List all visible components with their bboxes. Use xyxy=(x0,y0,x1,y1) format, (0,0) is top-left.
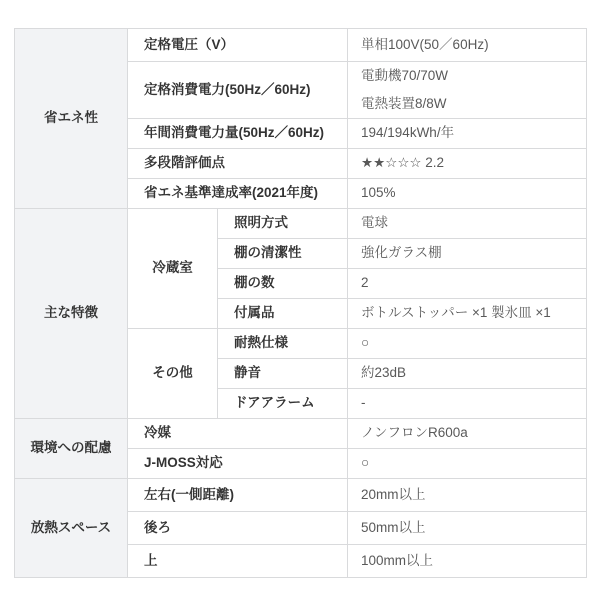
subcategory-fridge-room: 冷蔵室 xyxy=(128,209,218,329)
row-value-annual-consumption: 194/194kWh/年 xyxy=(348,119,587,149)
row-label-door-alarm: ドアアラーム xyxy=(218,389,348,419)
category-main-features: 主な特徴 xyxy=(15,209,128,419)
category-energy-saving: 省エネ性 xyxy=(15,29,128,209)
row-label-clearance-back: 後ろ xyxy=(128,512,348,545)
row-label-refrigerant: 冷媒 xyxy=(128,419,348,449)
rated-power-line-heater: 電熱装置8/8W xyxy=(361,95,447,111)
row-label-energy-standard: 省エネ基準達成率(2021年度) xyxy=(128,179,348,209)
row-value-clearance-back: 50mm以上 xyxy=(348,512,587,545)
spec-table xyxy=(14,28,587,578)
row-value-refrigerant: ノンフロンR600a xyxy=(348,419,587,449)
row-label-clearance-top: 上 xyxy=(128,545,348,578)
row-value-clearance-top: 100mm以上 xyxy=(348,545,587,578)
row-label-clearance-sides: 左右(一側距離) xyxy=(128,479,348,512)
row-label-rated-power: 定格消費電力(50Hz／60Hz) xyxy=(128,62,348,119)
row-value-lighting: 電球 xyxy=(348,209,587,239)
row-value-energy-standard: 105% xyxy=(348,179,587,209)
category-heat-clearance: 放熱スペース xyxy=(15,479,128,578)
subcategory-other: その他 xyxy=(128,329,218,419)
row-label-quietness: 静音 xyxy=(218,359,348,389)
row-value-heat-resistant: ○ xyxy=(348,329,587,359)
row-label-jmoss: J-MOSS対応 xyxy=(128,449,348,479)
category-environment: 環境への配慮 xyxy=(15,419,128,479)
row-label-lighting: 照明方式 xyxy=(218,209,348,239)
row-label-heat-resistant: 耐熱仕様 xyxy=(218,329,348,359)
row-value-rated-power xyxy=(348,62,587,119)
row-label-rating-score: 多段階評価点 xyxy=(128,149,348,179)
rated-power-line-motor: 電動機70/70W xyxy=(361,67,449,83)
row-label-shelf-count: 棚の数 xyxy=(218,269,348,299)
row-value-clearance-sides: 20mm以上 xyxy=(348,479,587,512)
row-label-shelf-cleanliness: 棚の清潔性 xyxy=(218,239,348,269)
row-value-shelf-cleanliness: 強化ガラス棚 xyxy=(348,239,587,269)
row-label-rated-voltage: 定格電圧（V） xyxy=(128,29,348,62)
row-value-accessories: ボトルストッパー ×1 製氷皿 ×1 xyxy=(348,299,587,329)
row-value-jmoss: ○ xyxy=(348,449,587,479)
row-value-quietness: 約23dB xyxy=(348,359,587,389)
row-label-annual-consumption: 年間消費電力量(50Hz／60Hz) xyxy=(128,119,348,149)
row-value-rated-voltage: 単相100V(50／60Hz) xyxy=(348,29,587,62)
row-value-door-alarm: - xyxy=(348,389,587,419)
row-value-rating-score: ★★☆☆☆ 2.2 xyxy=(348,149,587,179)
row-value-shelf-count: 2 xyxy=(348,269,587,299)
row-label-accessories: 付属品 xyxy=(218,299,348,329)
